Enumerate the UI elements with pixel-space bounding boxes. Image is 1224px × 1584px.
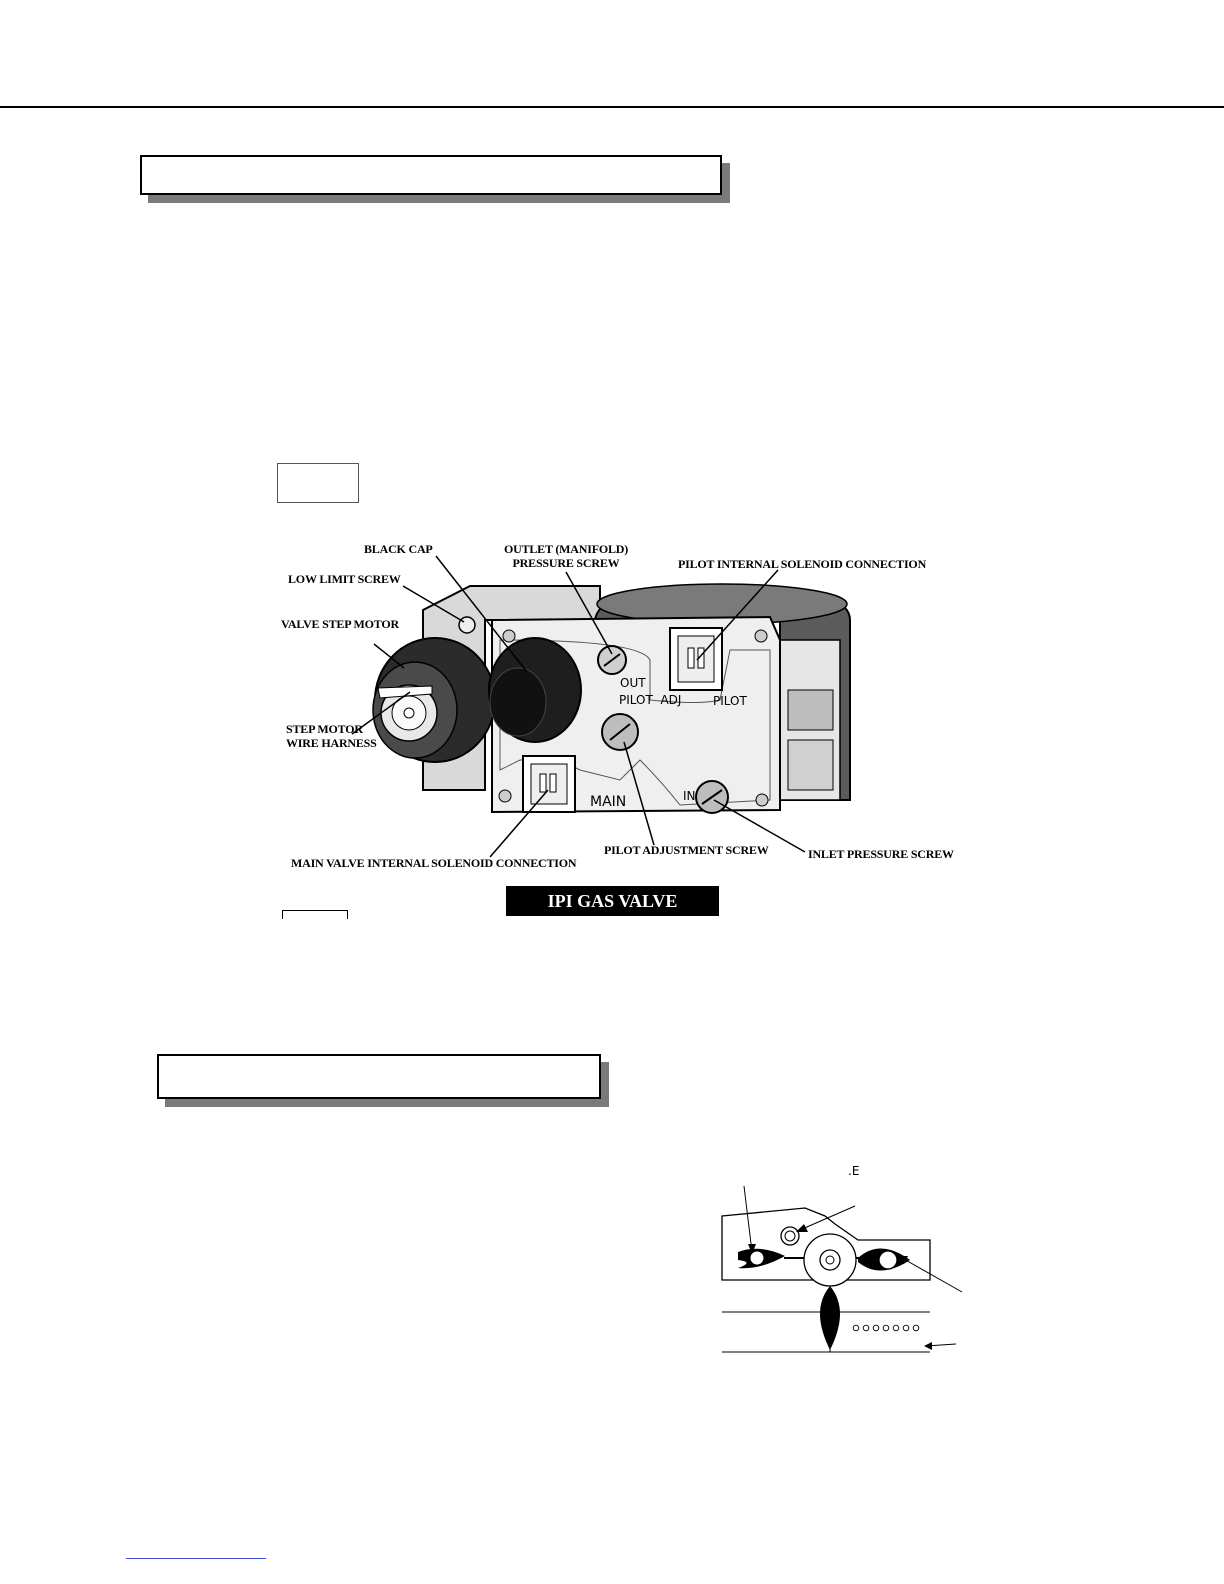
label-harness-line1: STEP MOTOR [286,722,363,736]
label-inlet: INLET PRESSURE SCREW [808,847,954,861]
label-pilot-internal: PILOT INTERNAL SOLENOID CONNECTION [678,557,927,571]
panel-main: MAIN [590,794,627,810]
small-cropped-box [282,910,348,919]
pilot-flame-diagram [700,1180,980,1360]
figure-caption: IPI GAS VALVE [506,886,719,916]
pilot-diagram-mark: .E [848,1164,860,1178]
section-heading-box-2 [157,1054,601,1099]
label-outlet-line2: PRESSURE SCREW [512,556,620,570]
panel-pilot-adj: PILOT ADJ [619,693,682,707]
footer-link-line [126,1558,266,1559]
panel-in: IN [683,789,696,803]
label-harness-line2: WIRE HARNESS [286,736,377,750]
label-pilot-adjust: PILOT ADJUSTMENT SCREW [604,843,769,857]
panel-out: OUT [620,676,646,690]
label-black-cap: BLACK CAP [364,542,433,556]
label-low-limit: LOW LIMIT SCREW [288,572,401,586]
label-main-valve: MAIN VALVE INTERNAL SOLENOID CONNECTION [291,856,577,870]
label-step-motor: VALVE STEP MOTOR [281,617,399,631]
panel-pilot: PILOT [713,694,747,708]
label-outlet-line1: OUTLET (MANIFOLD) [503,542,629,556]
